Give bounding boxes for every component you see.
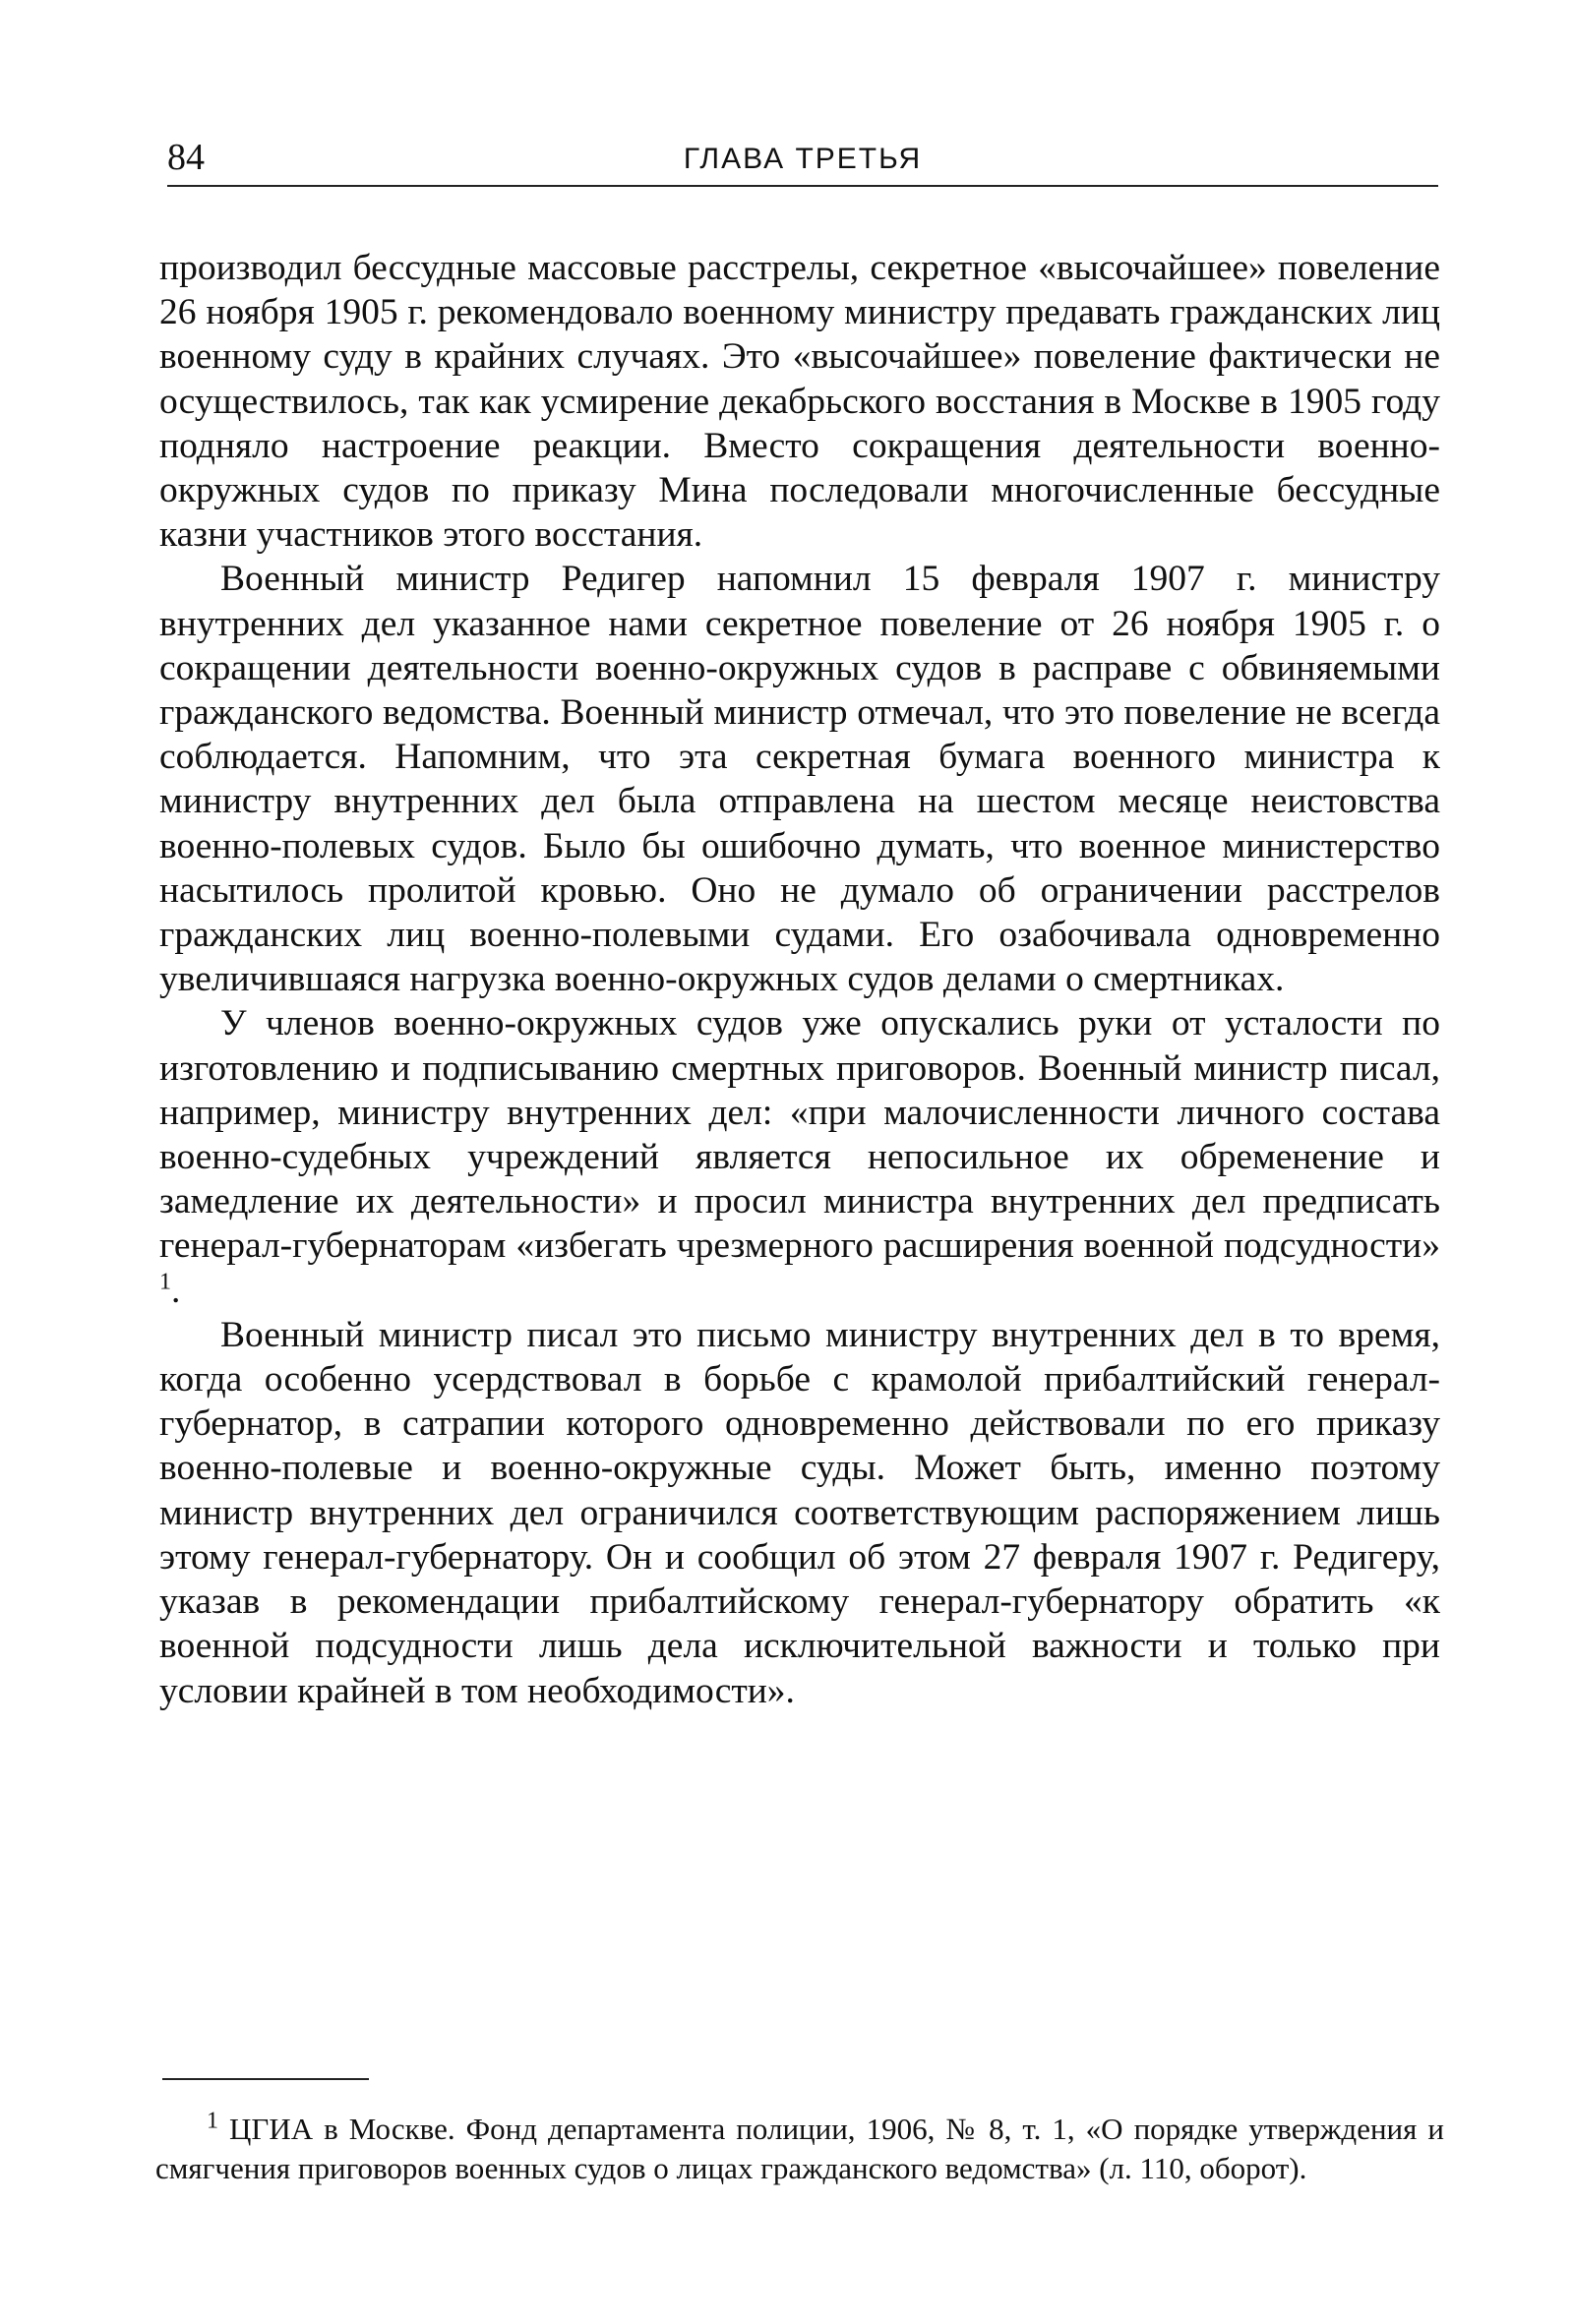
paragraph-3	[159, 1001, 1440, 1312]
paragraph-3-tail: .	[171, 1270, 181, 1311]
paragraph-4: Военный министр писал это письмо министру внутренних дел в то время, когда особенно усердствовал в борьбе с крамолой прибалтийский генерал-губернатор, в сатрапии которого одновременно действовали по его приказу военно-полевые и военно-окружные суды. Может быть, именно поэтому министр внутренних дел ограничился соответствующим распоряжением лишь этому генерал-губернатору. Он и сообщил об этом 27 февраля 1907 г. Редигеру, указав в рекомендации прибалтийскому генерал-губернатору обратить «к военной подсудности лишь дела исключительной важности и только при условии крайней в том необходимости».	[159, 1314, 1440, 1711]
paragraph-1: производил бессудные массовые расстрелы, секретное «высочайшее» повеление 26 ноября 1905 г. рекомендовало военному министру предавать гражданских лиц военному суду в крайних случаях. Это «высочайшее» повеление фактически не осуществилось, так как усмирение декабрьского восстания в Москве в 1905 году подняло настроение реакции. Вместо сокращения деятельности военно-окружных судов по приказу Мина последовали многочисленные бессудные казни участников этого восстания.	[159, 248, 1440, 556]
footnote-reference: 1	[159, 1269, 171, 1295]
paragraph-3-text: У членов военно-окружных судов уже опускались руки от усталости по изготовлению и подписыванию смертных приговоров. Военный министр писал, например, министру внутренних дел: «при малочисленности личного состава военно-судебных учреждений является непосильное их обременение и замедление их деятельности» и просил министра внутренних дел предписать генерал-губернаторам «избегать чрезмерного расширения военной подсудности»	[159, 1003, 1440, 1267]
footnote	[155, 2110, 1444, 2188]
page-header	[167, 136, 1438, 187]
footnote-text: ЦГИА в Москве. Фонд департамента полиции, 1906, № 8, т. 1, «О порядке утверждения и смягчения приговоров военных судов о лицах гражданского ведомства» (л. 110, оборот).	[155, 2112, 1444, 2185]
running-title: ГЛАВА ТРЕТЬЯ	[683, 143, 923, 175]
main-text	[159, 246, 1440, 1713]
footnote-rule	[162, 2078, 369, 2080]
page-number: 84	[167, 137, 205, 178]
footnote-paragraph	[155, 2110, 1444, 2188]
paragraph-2: Военный министр Редигер напомнил 15 февраля 1907 г. министру внутренних дел указанное нами секретное повеление от 26 ноября 1905 г. о сокращении деятельности военно-окружных судов в расправе с обвиняемыми гражданского ведомства. Военный министр отмечал, что это повеление не всегда соблюдается. Напомним, что эта секретная бумага военного министра к министру внутренних дел была отправлена на шестом месяце неистовства военно-полевых судов. Было бы ошибочно думать, что военное министерство насытилось пролитой кровью. Оно не думало об ограничении расстрелов гражданских лиц военно-полевыми судами. Его озабочивала одновременно увеличившаяся нагрузка военно-окружных судов делами о смертниках.	[159, 559, 1440, 1000]
footnote-number: 1	[207, 2108, 218, 2134]
header-rule	[167, 185, 1438, 187]
